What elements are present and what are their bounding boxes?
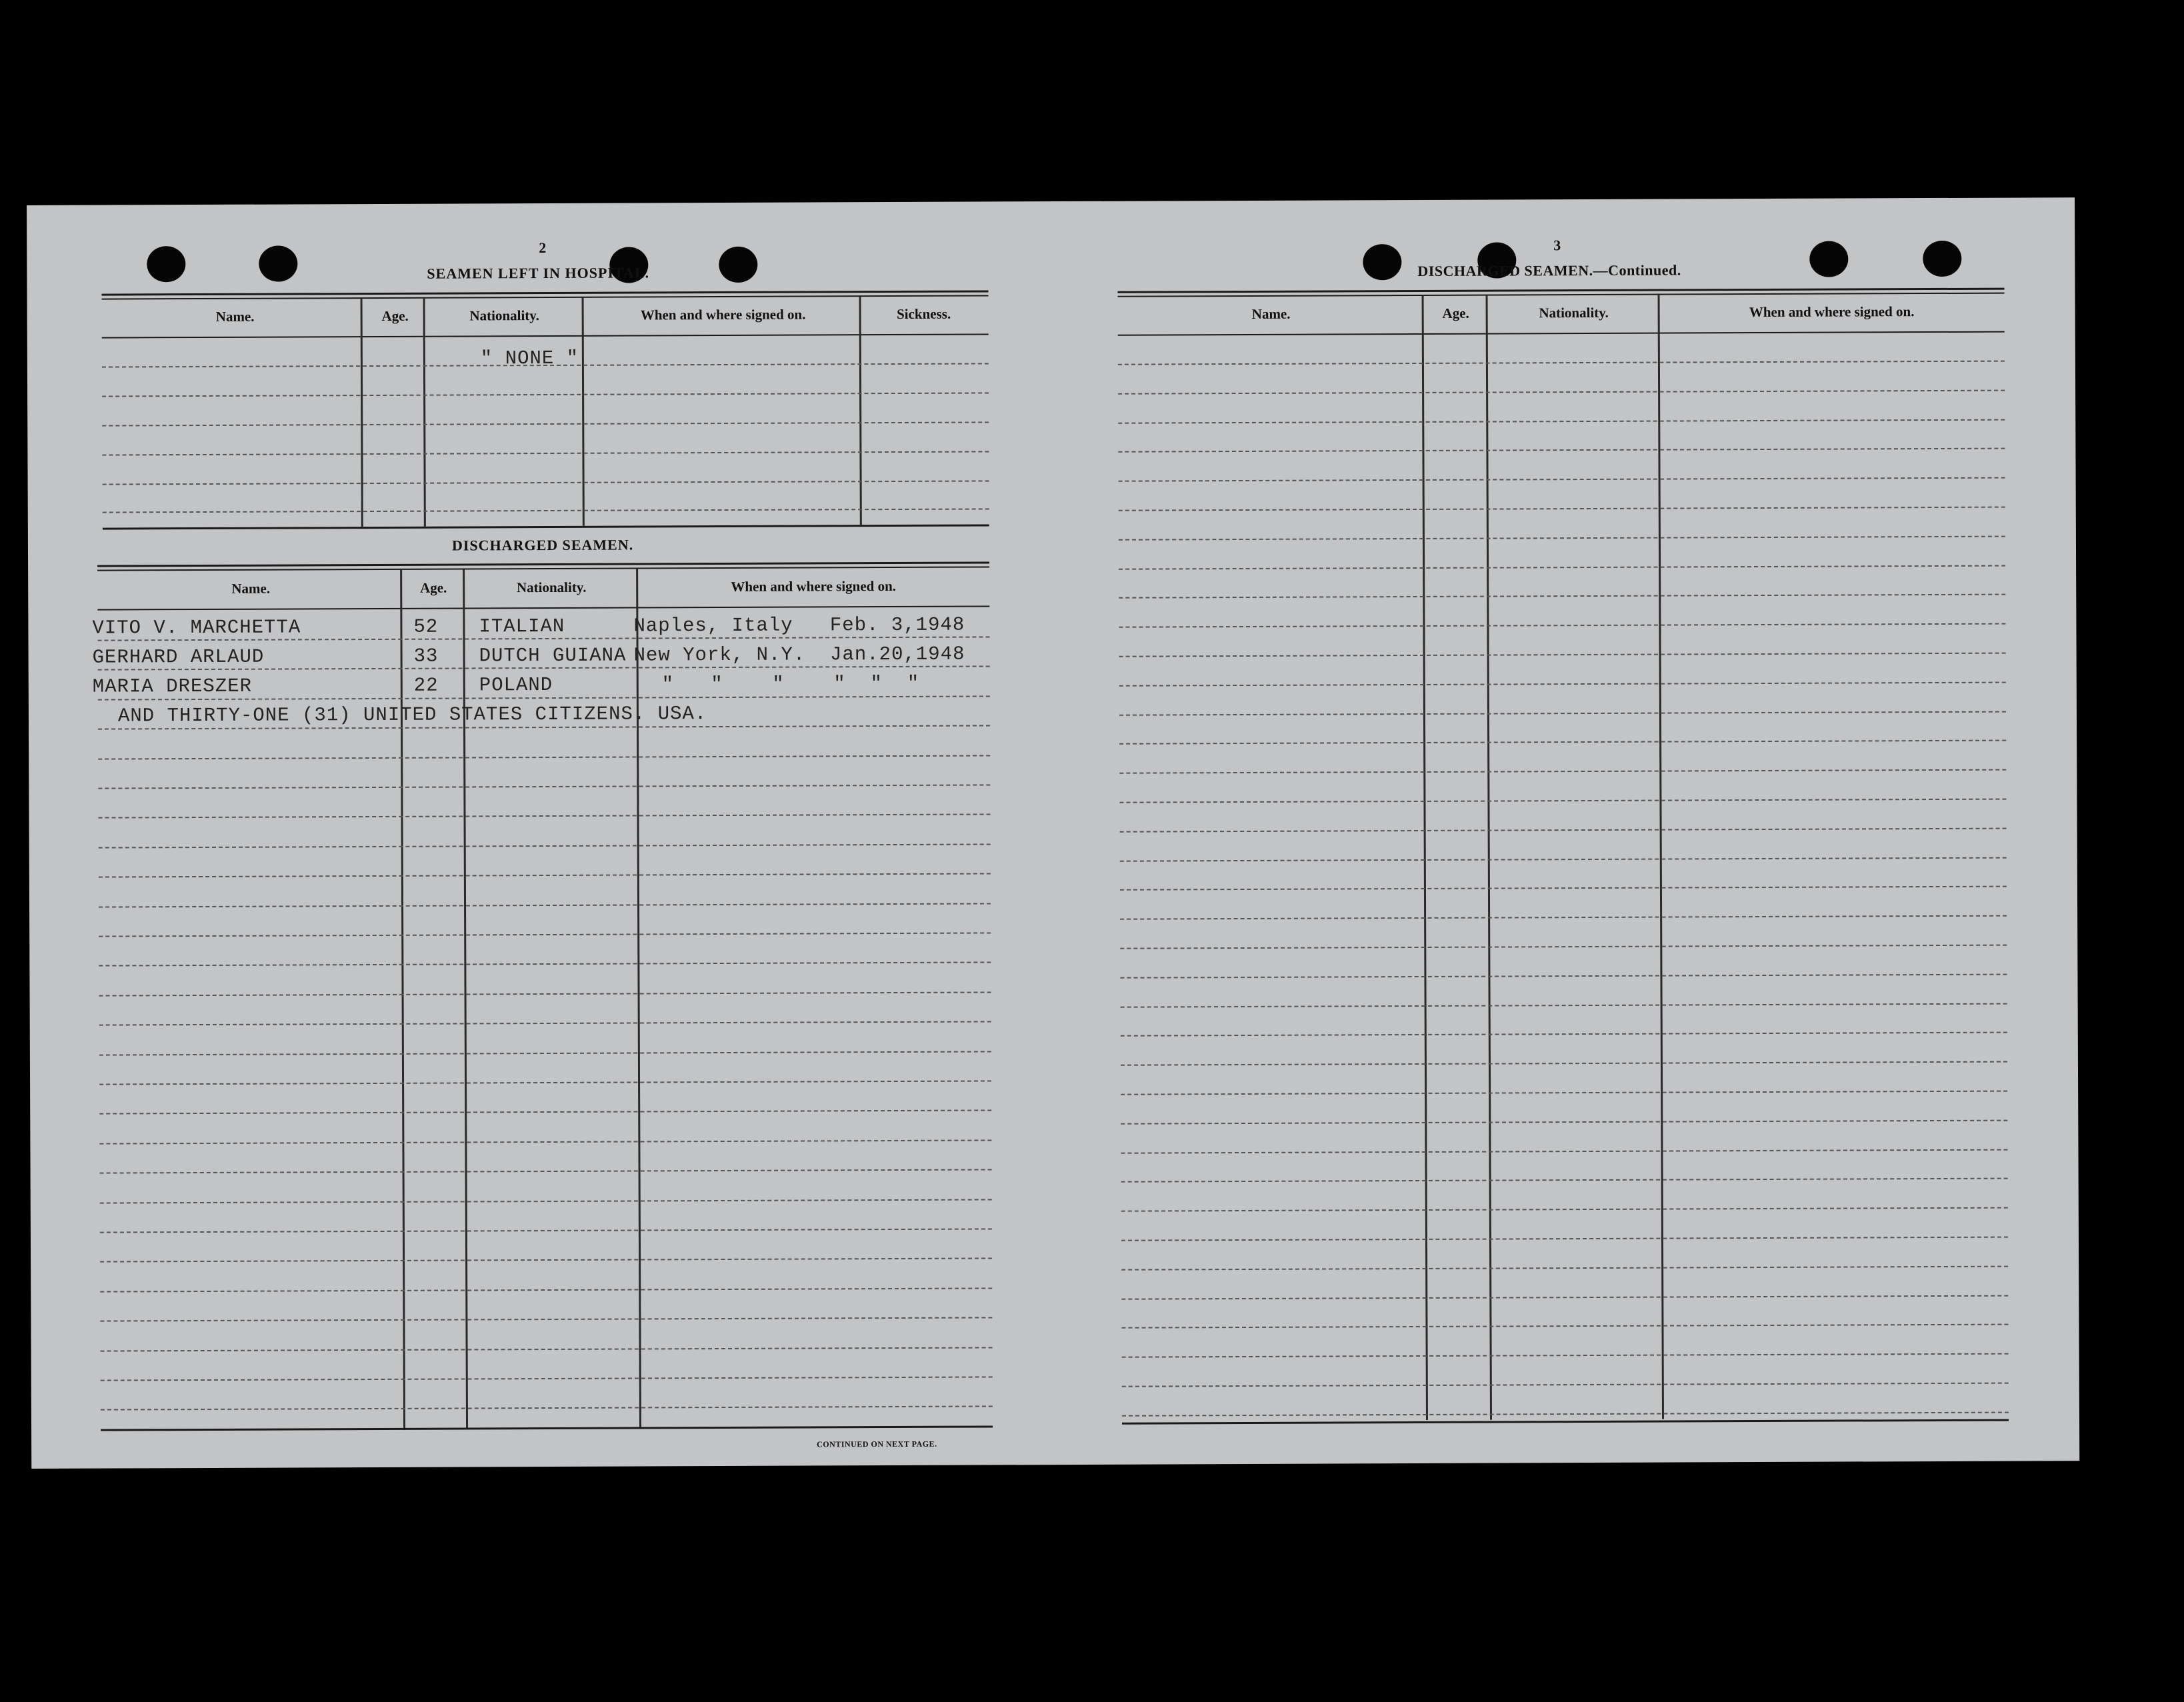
ruled-line bbox=[99, 991, 991, 996]
discharged-header-name: Name. bbox=[231, 580, 271, 597]
rule bbox=[1118, 331, 2005, 336]
ruled-line bbox=[101, 1406, 993, 1411]
ruled-line bbox=[1120, 827, 2007, 832]
ruled-line bbox=[1119, 653, 2006, 657]
discharged-section-title: DISCHARGED SEAMEN. bbox=[451, 536, 634, 554]
ruled-line bbox=[1119, 681, 2006, 686]
row-age: 22 bbox=[413, 674, 439, 697]
punch-hole bbox=[1923, 241, 1961, 277]
ruled-line bbox=[1118, 361, 2005, 365]
hospital-header-nationality: Nationality. bbox=[469, 307, 539, 324]
discharged-header-nationality: Nationality. bbox=[516, 579, 587, 596]
ruled-line bbox=[1119, 711, 2006, 715]
ruled-line bbox=[102, 392, 989, 397]
row-name: VITO V. MARCHETTA bbox=[92, 616, 301, 639]
ruled-line bbox=[1122, 1353, 2009, 1358]
punch-hole bbox=[147, 246, 185, 282]
header-nationality: Nationality. bbox=[1539, 304, 1609, 321]
ruled-line bbox=[99, 1139, 991, 1144]
rule bbox=[102, 333, 989, 338]
ruled-line bbox=[1122, 1411, 2009, 1416]
row-nationality: ITALIAN bbox=[479, 615, 565, 638]
column-divider bbox=[361, 299, 363, 527]
ruled-line bbox=[1122, 1383, 2009, 1387]
rule bbox=[103, 524, 989, 529]
ruled-line bbox=[100, 1258, 992, 1263]
continued-section-title: DISCHARGED SEAMEN.—Continued. bbox=[1417, 261, 1681, 279]
row-age: 33 bbox=[413, 645, 439, 667]
row-name: GERHARD ARLAUD bbox=[92, 645, 265, 669]
ruled-line bbox=[1118, 419, 2005, 423]
ruled-line bbox=[99, 814, 991, 819]
ruled-line bbox=[1121, 1178, 2008, 1183]
punch-hole bbox=[1363, 244, 1401, 280]
document-sheet bbox=[27, 197, 2079, 1469]
ruled-line bbox=[1121, 1237, 2008, 1241]
row-signed-on: New York, N.Y. Jan.20,1948 bbox=[633, 643, 965, 667]
punch-hole bbox=[1809, 241, 1848, 277]
hospital-header-name: Name. bbox=[215, 308, 255, 325]
ruled-line bbox=[1121, 1295, 2008, 1299]
ruled-line bbox=[98, 755, 990, 759]
ruled-line bbox=[100, 1317, 992, 1322]
ruled-line bbox=[100, 1199, 992, 1203]
rule bbox=[97, 605, 989, 610]
hospital-header-signed-on: When and where signed on. bbox=[640, 306, 806, 323]
row-signed-on: " " " " " " bbox=[661, 672, 920, 696]
column-divider bbox=[582, 298, 585, 526]
ruled-line bbox=[99, 1021, 991, 1026]
discharged-ruled-lines bbox=[27, 197, 2075, 205]
citizens-note: AND THIRTY-ONE (31) UNITED STATES CITIZENS. USA. bbox=[117, 703, 707, 727]
ruled-line bbox=[1119, 740, 2006, 745]
row-name: MARIA DRESZER bbox=[92, 675, 253, 698]
hospital-header-age: Age. bbox=[381, 307, 409, 324]
column-divider bbox=[859, 297, 862, 525]
page-number: 3 bbox=[1553, 237, 1561, 254]
ruled-line bbox=[1119, 594, 2005, 599]
hospital-entry: " NONE " bbox=[480, 347, 579, 370]
rule bbox=[97, 566, 989, 571]
ruled-line bbox=[99, 1051, 991, 1055]
ruled-line bbox=[1121, 1091, 2007, 1095]
ruled-line bbox=[99, 932, 991, 937]
ruled-line bbox=[1119, 535, 2005, 540]
ruled-line bbox=[102, 451, 989, 455]
ruled-line bbox=[1119, 799, 2006, 803]
ruled-line bbox=[99, 1080, 991, 1085]
ruled-line bbox=[99, 843, 991, 848]
discharged-header-age: Age. bbox=[420, 579, 447, 596]
ruled-line bbox=[1120, 857, 2007, 861]
discharged-header-signed-on: When and where signed on. bbox=[731, 577, 897, 595]
column-divider bbox=[423, 299, 426, 527]
ruled-line bbox=[103, 508, 989, 513]
ruled-line bbox=[1119, 623, 2005, 628]
ruled-line bbox=[103, 480, 989, 485]
continued-footer: CONTINUED ON NEXT PAGE. bbox=[817, 1439, 937, 1449]
ruled-line bbox=[1121, 1119, 2007, 1124]
ruled-line bbox=[1120, 945, 2007, 949]
ruled-line bbox=[1120, 886, 2007, 891]
ruled-line bbox=[99, 1110, 991, 1115]
ruled-line bbox=[100, 1228, 992, 1233]
row-signed-on: Naples, Italy Feb. 3,1948 bbox=[633, 613, 965, 637]
ruled-line bbox=[100, 1169, 992, 1174]
hospital-header-sickness: Sickness. bbox=[897, 305, 951, 322]
ruled-line bbox=[1121, 1003, 2007, 1007]
punch-hole bbox=[259, 245, 297, 281]
rule bbox=[101, 1425, 993, 1431]
rule bbox=[1122, 1419, 2009, 1425]
ruled-line bbox=[1119, 507, 2005, 511]
ruled-line bbox=[1121, 1061, 2007, 1066]
header-signed-on: When and where signed on. bbox=[1749, 303, 1915, 321]
ruled-line bbox=[1119, 565, 2005, 569]
page-number: 2 bbox=[539, 239, 547, 257]
ruled-line bbox=[98, 784, 990, 789]
ruled-line bbox=[1121, 1032, 2007, 1037]
column-divider bbox=[1486, 296, 1492, 1420]
ruled-line bbox=[1120, 973, 2007, 978]
rule bbox=[102, 295, 989, 299]
ruled-line bbox=[1118, 448, 2005, 453]
header-name: Name. bbox=[1251, 305, 1291, 322]
ruled-line bbox=[101, 1347, 993, 1351]
ruled-line bbox=[1121, 1207, 2008, 1212]
ruled-line bbox=[1120, 915, 2007, 920]
ruled-line bbox=[99, 873, 991, 878]
column-divider bbox=[1422, 296, 1428, 1420]
ruled-line bbox=[1121, 1265, 2008, 1270]
rule bbox=[1118, 293, 2005, 297]
ruled-line bbox=[99, 903, 991, 907]
ruled-line bbox=[1121, 1324, 2008, 1329]
ruled-line bbox=[1119, 769, 2006, 774]
punch-hole bbox=[719, 247, 757, 283]
hospital-section-title: SEAMEN LEFT IN HOSPITAL. bbox=[427, 264, 650, 282]
ruled-line bbox=[1119, 477, 2005, 482]
row-nationality: DUTCH GUIANA bbox=[479, 644, 627, 667]
row-age: 52 bbox=[413, 615, 439, 638]
ruled-line bbox=[99, 962, 991, 967]
ruled-line bbox=[101, 1376, 993, 1381]
column-divider bbox=[1658, 295, 1664, 1419]
ruled-line bbox=[100, 1287, 992, 1292]
row-nationality: POLAND bbox=[479, 673, 553, 697]
header-age: Age. bbox=[1442, 305, 1469, 321]
ruled-line bbox=[102, 421, 989, 426]
ruled-line bbox=[1118, 389, 2005, 394]
ruled-line bbox=[1121, 1149, 2007, 1153]
ruled-lines bbox=[27, 197, 2075, 205]
